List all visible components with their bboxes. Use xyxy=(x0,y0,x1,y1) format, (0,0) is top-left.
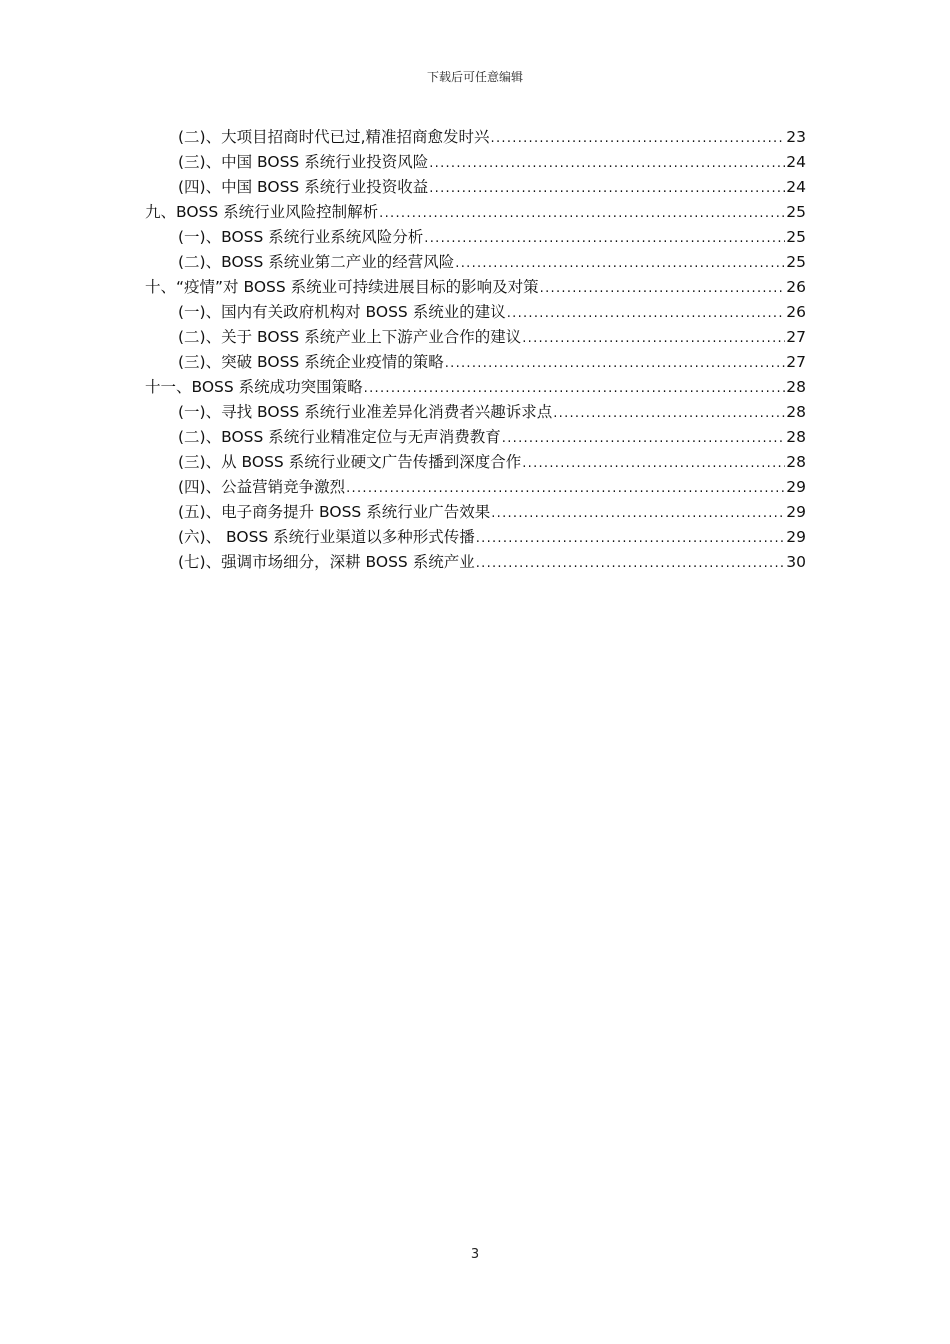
toc-dot-leader xyxy=(522,325,785,351)
toc-entry-page: 25 xyxy=(786,203,806,221)
toc-entry-title: (二)、关于 BOSS 系统产业上下游产业合作的建议 xyxy=(178,328,522,346)
toc-entry[interactable] xyxy=(178,475,806,499)
toc-entry-page: 27 xyxy=(786,353,806,371)
toc-dot-leader xyxy=(502,425,786,451)
toc-entry-title: (一)、国内有关政府机构对 BOSS 系统业的建议 xyxy=(178,303,506,321)
toc-entry[interactable] xyxy=(178,150,806,174)
toc-entry-title: (四)、公益营销竞争激烈 xyxy=(178,478,346,496)
toc-dot-leader xyxy=(424,225,785,251)
toc-dot-leader xyxy=(429,175,785,201)
toc-entry[interactable] xyxy=(178,525,806,549)
toc-entry[interactable] xyxy=(178,325,806,349)
toc-entry[interactable] xyxy=(178,500,806,524)
toc-entry-page: 29 xyxy=(786,478,806,496)
toc-dot-leader xyxy=(491,500,785,526)
toc-entry-page: 25 xyxy=(786,228,806,246)
toc-entry[interactable] xyxy=(178,175,806,199)
toc-entry[interactable] xyxy=(178,300,806,324)
toc-entry[interactable] xyxy=(178,425,806,449)
toc-dot-leader xyxy=(491,125,786,151)
toc-dot-leader xyxy=(476,550,786,576)
toc-entry-title: (一)、BOSS 系统行业系统风险分析 xyxy=(178,228,424,246)
toc-entry-page: 26 xyxy=(786,303,806,321)
toc-entry-title: (三)、从 BOSS 系统行业硬文广告传播到深度合作 xyxy=(178,453,522,471)
toc-dot-leader xyxy=(540,275,786,301)
toc-entry-title: (五)、电子商务提升 BOSS 系统行业广告效果 xyxy=(178,503,491,521)
toc-entry-title: (一)、寻找 BOSS 系统行业准差异化消费者兴趣诉求点 xyxy=(178,403,553,421)
toc-entry-page: 29 xyxy=(786,528,806,546)
toc-entry[interactable] xyxy=(178,225,806,249)
toc-dot-leader xyxy=(476,525,786,551)
toc-entry[interactable] xyxy=(178,450,806,474)
toc-entry[interactable] xyxy=(178,125,806,149)
toc-entry-page: 28 xyxy=(786,378,806,396)
toc-dot-leader xyxy=(553,400,785,426)
toc-dot-leader xyxy=(379,200,785,226)
toc-entry-page: 28 xyxy=(786,403,806,421)
toc-entry[interactable] xyxy=(178,350,806,374)
toc-entry[interactable] xyxy=(145,200,806,224)
toc-entry-title: (三)、中国 BOSS 系统行业投资风险 xyxy=(178,153,429,171)
page-header: 下载后可任意编辑 xyxy=(426,70,523,84)
toc-entry-title: (四)、中国 BOSS 系统行业投资收益 xyxy=(178,178,429,196)
toc-entry-title: (二)、BOSS 系统业第二产业的经营风险 xyxy=(178,253,455,271)
toc-entry-page: 30 xyxy=(786,553,806,571)
toc-entry-title: (二)、BOSS 系统行业精准定位与无声消费教育 xyxy=(178,428,501,446)
toc-dot-leader xyxy=(364,375,786,401)
toc-entry-title: 十、“疫情”对 BOSS 系统业可持续进展目标的影响及对策 xyxy=(145,278,539,296)
page-number: 3 xyxy=(470,1247,480,1262)
toc-entry-title: (七)、强调市场细分，深耕 BOSS 系统产业 xyxy=(178,553,475,571)
toc-entry-page: 24 xyxy=(786,178,806,196)
toc-entry-page: 27 xyxy=(786,328,806,346)
toc-dot-leader xyxy=(445,350,786,376)
toc-entry-title: (三)、突破 BOSS 系统企业疫情的策略 xyxy=(178,353,444,371)
toc-entry-page: 28 xyxy=(786,428,806,446)
toc-entry-page: 24 xyxy=(786,153,806,171)
toc-entry-page: 26 xyxy=(786,278,806,296)
toc-entry-page: 23 xyxy=(786,128,806,146)
toc-dot-leader xyxy=(507,300,786,326)
toc-entry-title: 十一、BOSS 系统成功突围策略 xyxy=(145,378,363,396)
toc-entry-page: 29 xyxy=(786,503,806,521)
toc-entry-page: 25 xyxy=(786,253,806,271)
toc-dot-leader xyxy=(346,475,785,501)
toc-entry-title: 九、BOSS 系统行业风险控制解析 xyxy=(145,203,379,221)
toc-entry[interactable] xyxy=(145,275,806,299)
toc-dot-leader xyxy=(455,250,785,276)
toc-entry[interactable] xyxy=(178,250,806,274)
toc-entry[interactable] xyxy=(145,375,806,399)
toc-entry[interactable] xyxy=(178,550,806,574)
toc-entry-title: (二)、大项目招商时代已过,精准招商愈发时兴 xyxy=(178,128,490,146)
toc-dot-leader xyxy=(429,150,785,176)
toc-entry-title: (六)、 BOSS 系统行业渠道以多种形式传播 xyxy=(178,528,475,546)
toc-entry[interactable] xyxy=(178,400,806,424)
toc-entry-page: 28 xyxy=(786,453,806,471)
toc-dot-leader xyxy=(522,450,785,476)
